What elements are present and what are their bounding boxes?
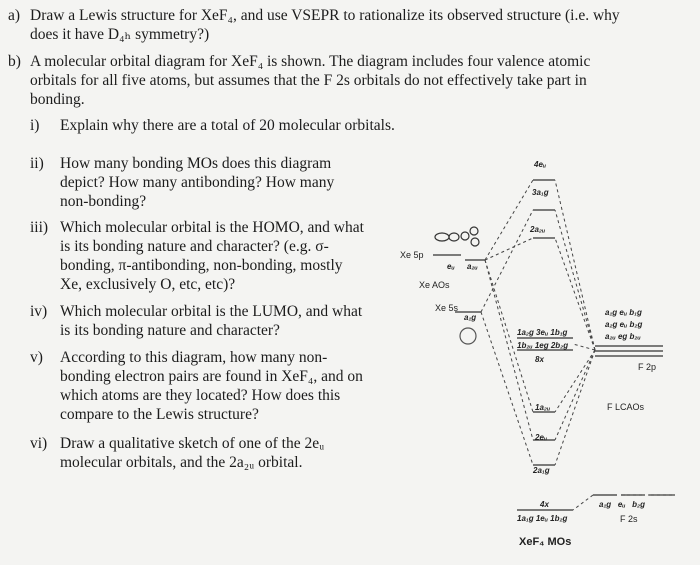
- subquestion-ii-line2: depict? How many antibonding? How many: [60, 174, 335, 191]
- label-f2s-row: a₁g eᵤ b₂g: [599, 500, 645, 509]
- label-mo-1a2u: 1a₂ᵤ: [535, 403, 551, 412]
- mo-diagram-lines: [395, 150, 700, 560]
- subquestion-v-label: v): [30, 349, 43, 366]
- label-flcaos: F LCAOs: [607, 402, 645, 412]
- subquestion-iii-line4: Xe, exclusively O, etc, etc)?: [60, 276, 236, 293]
- p-orbital-lobe-3: [461, 232, 469, 240]
- subquestion-iv: [30, 302, 390, 342]
- subquestion-vi: [30, 434, 390, 474]
- subquestion-v-line1: According to this diagram, how many non-: [60, 349, 328, 366]
- subquestion-ii-line1: How many bonding MOs does this diagram: [60, 155, 332, 172]
- label-f-row1: a₁g eᵤ b₁g: [605, 308, 642, 317]
- p-orbital-lobe-4: [470, 227, 478, 235]
- label-xe5p: Xe 5p: [400, 250, 424, 260]
- label-mo-4eu: 4eᵤ: [534, 160, 547, 169]
- subquestion-v-line3: which atoms are they located? How does this: [60, 387, 341, 404]
- subquestion-vi-line2: molecular orbitals, and the 2a₂ᵤ orbital.: [60, 454, 303, 471]
- label-f-row2: a₂g eᵤ b₂g: [605, 320, 643, 329]
- s-orbital: [460, 328, 476, 344]
- subquestion-i: [30, 116, 430, 136]
- question-a-line2: does it have D₄ₕ symmetry?): [30, 26, 210, 43]
- subquestion-iii-label: iii): [30, 219, 49, 236]
- subquestion-ii-label: ii): [30, 155, 44, 172]
- question-b-label: b): [8, 53, 21, 70]
- label-f2p: F 2p: [638, 362, 657, 372]
- subquestion-v-line4: compare to the Lewis structure?: [60, 406, 259, 423]
- label-mo-2eu: 2eᵤ: [535, 433, 548, 442]
- mo-diagram: [395, 150, 700, 560]
- p-orbital-lobe-1: [435, 233, 449, 241]
- subquestion-vi-label: vi): [30, 435, 48, 452]
- label-f2s: F 2s: [620, 514, 638, 524]
- subquestion-iv-line1: Which molecular orbital is the LUMO, and what: [60, 303, 363, 320]
- label-mo-2a1g: 2a₁g: [533, 466, 550, 475]
- label-mo-mid2: 1b₂ᵤ 1eg 2b₂g: [517, 341, 569, 350]
- subquestion-i-label: i): [30, 117, 40, 134]
- question-b-line2: orbitals for all five atoms, but assumes that the F 2s orbitals do not effectively take part in: [30, 72, 587, 89]
- label-f-row3: a₂ᵤ eg b₂ᵤ: [605, 332, 641, 341]
- subquestion-i-line: Explain why there are a total of 20 molecular orbitals.: [60, 117, 395, 134]
- subquestion-iv-label: iv): [30, 303, 48, 320]
- label-mo-2a2u: 2a₂ᵤ: [530, 225, 546, 234]
- subquestion-iii-line2: is its bonding nature and character? (e.g. σ-: [60, 238, 329, 255]
- subquestion-iii: [30, 218, 390, 298]
- subquestion-iii-line1: Which molecular orbital is the HOMO, and what: [60, 219, 364, 236]
- label-mo-4x: 4x: [540, 500, 549, 509]
- subquestion-iii-line3: bonding, π-antibonding, non-bonding, mostly: [60, 257, 343, 274]
- question-b: [8, 52, 688, 112]
- question-a-line1: Draw a Lewis structure for XeF₄, and use VSEPR to rationalize its observed structure (i.e. why: [30, 7, 620, 24]
- label-xe5s: Xe 5s: [435, 303, 459, 313]
- p-orbital-lobe-5: [471, 238, 479, 246]
- question-b-line1: A molecular orbital diagram for XeF₄ is shown. The diagram includes four valence atomic: [30, 53, 591, 70]
- label-mo-3a1g: 3a₁g: [532, 188, 549, 197]
- question-a: [8, 6, 688, 46]
- label-xe5p-eu: eᵤ: [447, 262, 455, 271]
- subquestion-ii-line3: non-bonding?: [60, 193, 147, 210]
- subquestion-v: [30, 348, 390, 428]
- subquestion-ii: [30, 154, 390, 214]
- label-xe5p-a2u: a₂ᵤ: [467, 262, 478, 271]
- label-mo-mid1: 1a₂g 3eᵤ 1b₁g: [517, 328, 568, 337]
- label-mo-bottom: 1a₁g 1eᵤ 1b₂g: [517, 514, 568, 523]
- question-a-label: a): [8, 7, 21, 24]
- label-xe-aos: Xe AOs: [419, 280, 450, 290]
- label-mo-8x: 8x: [535, 355, 544, 364]
- p-orbital-lobe-2: [449, 233, 459, 241]
- label-xef4-mos: XeF₄ MOs: [519, 536, 572, 548]
- label-xe5s-a1g: a₁g: [464, 313, 477, 322]
- question-b-line3: bonding.: [30, 91, 85, 108]
- subquestion-v-line2: bonding electron pairs are found in XeF₄, and on: [60, 368, 363, 385]
- subquestion-vi-line1: Draw a qualitative sketch of one of the 2eᵤ: [60, 435, 325, 452]
- subquestion-iv-line2: is its bonding nature and character?: [60, 322, 280, 339]
